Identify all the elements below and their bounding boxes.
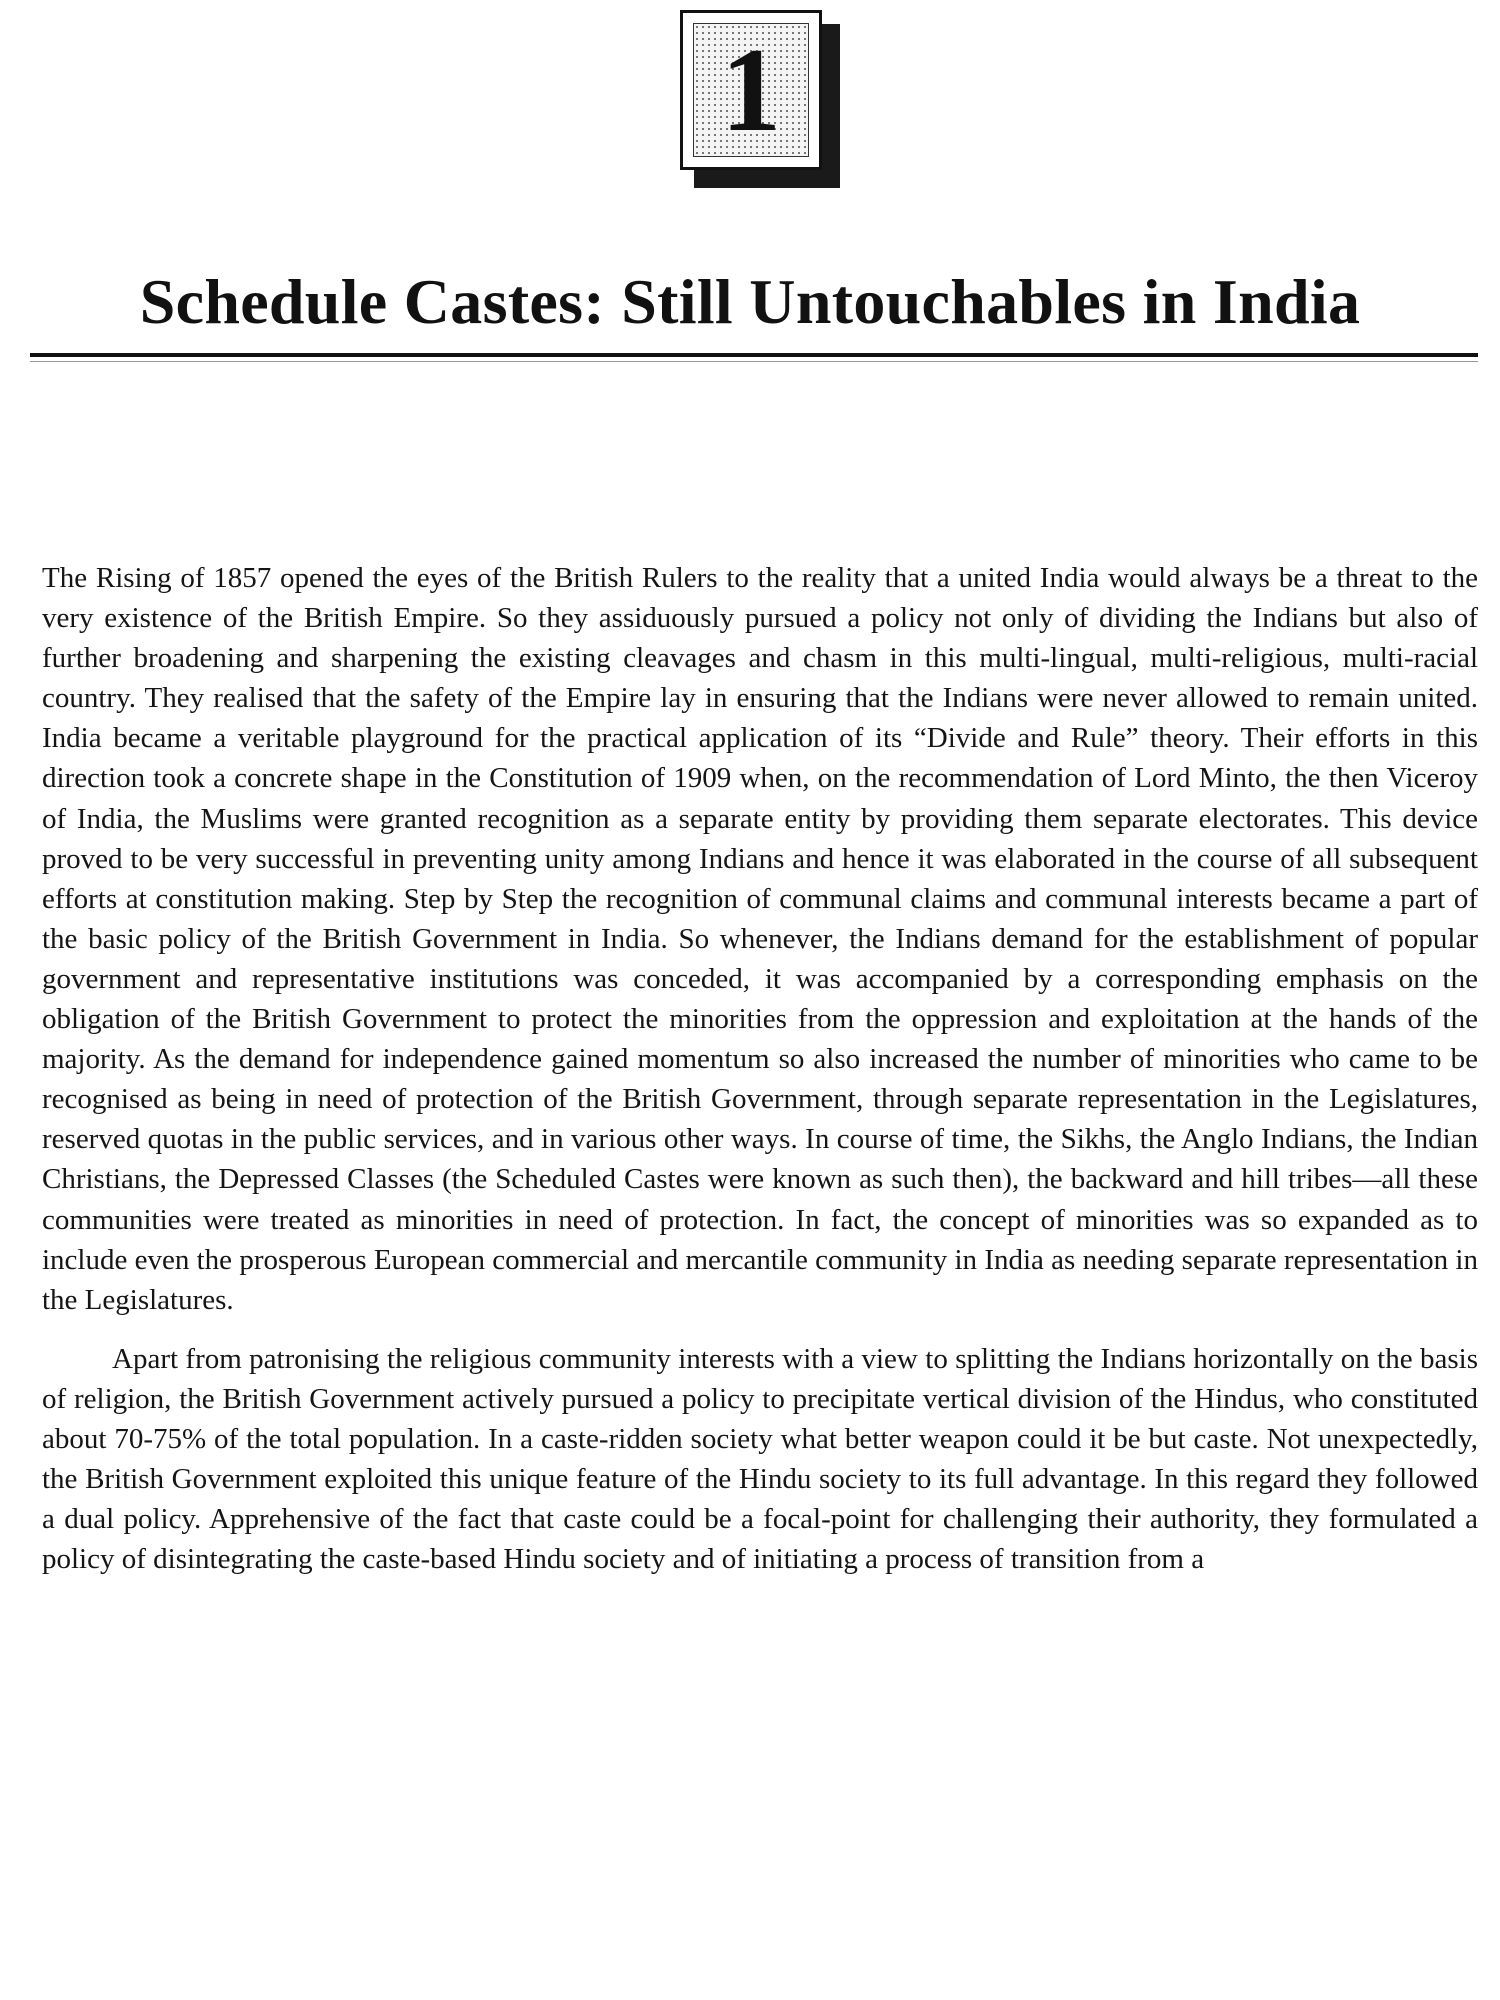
body-paragraph-1: The Rising of 1857 opened the eyes of the British Rulers to the reality that a united India would always be a threat to the very existence of the British Empire. So they assiduously pursued a policy not only of dividing the Indians but also of further broadening and sharpening the existing cleavages and chasm in this multi-lingual, multi-religious, multi-racial country. They realised that the safety of the Empire lay in ensuring that the Indians were never allowed to remain united. India became a veritable playground for the practical application of its “Divide and Rule” theory. Their efforts in this direction took a concrete shape in the Constitution of 1909 when, on the recommendation of Lord Minto, the then Viceroy of India, the Muslims were granted recognition as a separate entity by providing them separate electorates. This device proved to be very successful in preventing unity among Indians and hence it was elaborated in the course of all subsequent efforts at constitution making. Step by Step the recognition of communal claims and communal interests became a part of the basic policy of the British Government in India. So whenever, the Indians demand for the establishment of popular government and representative institutions was conceded, it was accompanied by a corresponding emphasis on the obligation of the British Government to protect the minorities from the oppression and exploitation at the hands of the majority. As the demand for independence gained momentum so also increased the number of minorities who came to be recognised as being in need of protection of the British Government, through separate representation in the Legislatures, reserved quotas in the public services, and in various other ways. In course of time, the Sikhs, the Anglo Indians, the Indian Christians, the Depressed Classes (the Scheduled Castes were known as such then), the backward and hill tribes—all these communities were treated as minorities in need of protection. In fact, the concept of minorities was so expanded as to include even the prosperous European commercial and mercantile community in India as needing separate representation in the Legislatures. bbox=[42, 562, 1478, 1316]
body-paragraph-2: Apart from patronising the religious community interests with a view to splitting the Indians horizontally on the basis of religion, the British Government actively pursued a policy to precipitate vertical division of the Hindus, who constituted about 70-75% of the total population. In a caste-ridden society what better weapon could it be but caste. Not unexpectedly, the British Government exploited this unique feature of the Hindu society to its full advantage. In this regard they followed a dual policy. Apprehensive of the fact that caste could be a focal-point for challenging their authority, they formulated a policy of disintegrating the caste-based Hindu society and of initiating a process of transition from a bbox=[42, 1342, 1478, 1576]
chapter-body bbox=[42, 558, 1478, 1579]
chapter-box-frame bbox=[680, 10, 822, 170]
chapter-box-dotted-panel bbox=[693, 23, 809, 157]
chapter-title: Schedule Castes: Still Untouchables in India bbox=[139, 266, 1361, 337]
title-underline bbox=[30, 353, 1478, 357]
chapter-number-box bbox=[680, 10, 840, 188]
chapter-number: 1 bbox=[721, 23, 781, 156]
title-underline-thin bbox=[30, 361, 1478, 362]
